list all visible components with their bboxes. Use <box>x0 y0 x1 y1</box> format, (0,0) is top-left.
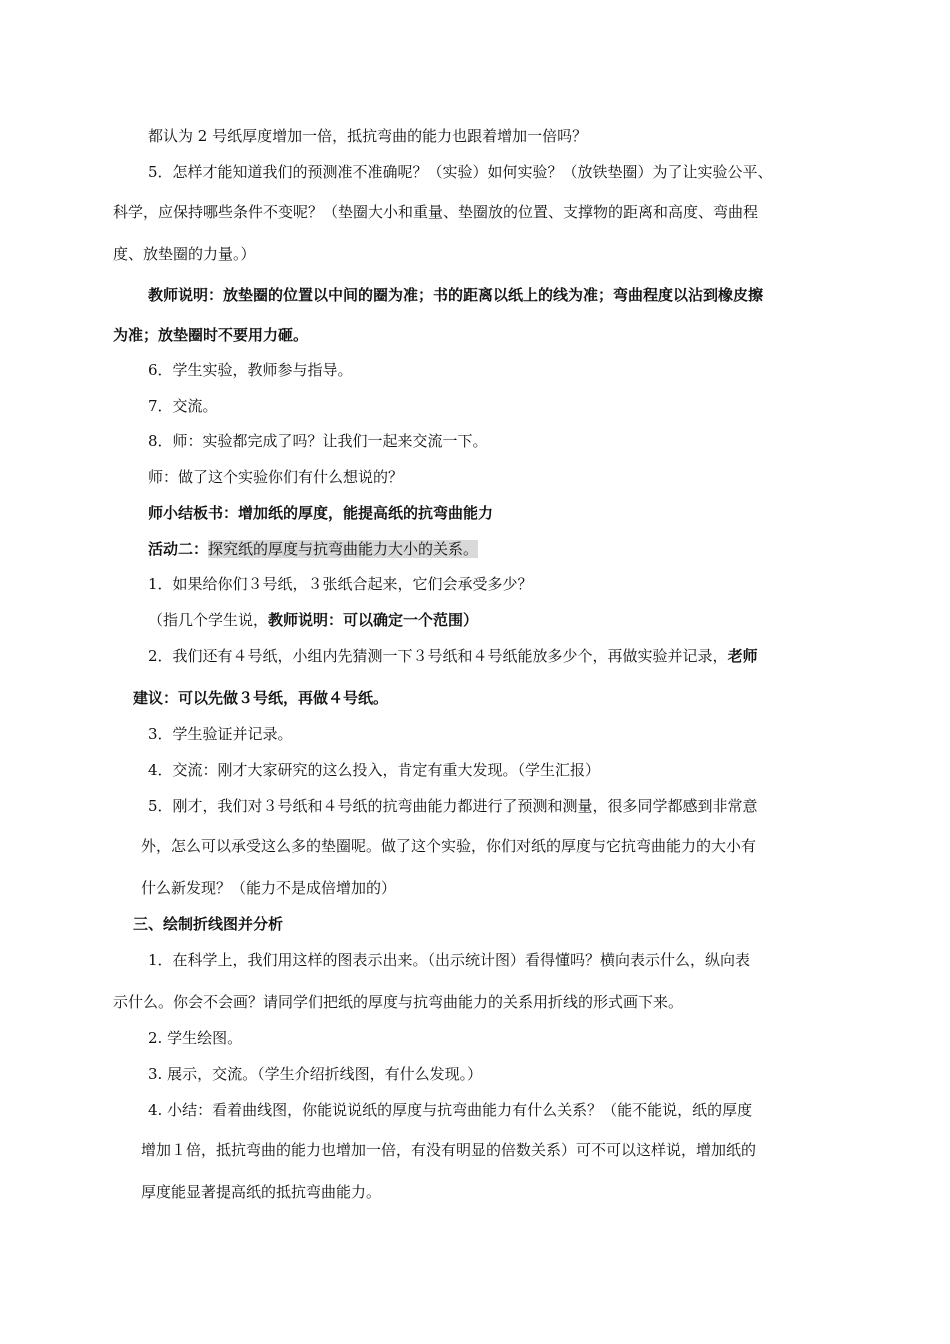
activity-label: 活动二： <box>148 540 209 558</box>
text-line: 1．在科学上，我们用这样的图表示出来。（出示统计图）看得懂吗？横向表示什么，纵向表 <box>148 951 751 969</box>
text-line: 7．交流。 <box>148 397 218 415</box>
section-heading: 三、绘制折线图并分析 <box>133 915 284 933</box>
text-line-bold: 师小结板书：增加纸的厚度，能提高纸的抗弯曲能力 <box>148 504 494 522</box>
text-line: 度、放垫圈的力量。） <box>113 245 256 263</box>
text-span: （指几个学生说， <box>148 611 269 629</box>
text-line: 2. 学生绘图。 <box>148 1029 243 1047</box>
text-line: 增加１倍，抵抗弯曲的能力也增加一倍，有没有明显的倍数关系）可不可以这样说，增加纸的 <box>141 1141 757 1159</box>
text-line-bold: 为准；放垫圈时不要用力砸。 <box>113 326 309 344</box>
text-line: 3．学生验证并记录。 <box>148 725 293 743</box>
text-line: 3. 展示，交流。（学生介绍折线图，有什么发现。） <box>148 1065 483 1083</box>
text-line: 示什么。你会不会画？请同学们把纸的厚度与抗弯曲能力的关系用折线的形式画下来。 <box>113 993 684 1011</box>
text-line: 什么新发现？（能力不是成倍增加的） <box>141 879 397 897</box>
text-line <box>148 646 758 666</box>
text-line <box>148 610 478 630</box>
text-line: 都认为 2 号纸厚度增加一倍，抵抗弯曲的能力也跟着增加一倍吗？ <box>148 127 588 145</box>
text-line: 8．师：实验都完成了吗？让我们一起来交流一下。 <box>148 432 488 450</box>
text-line: 1．如果给你们３号纸，３张纸合起来，它们会承受多少？ <box>148 575 533 593</box>
text-line: 师：做了这个实验你们有什么想说的？ <box>148 468 404 486</box>
text-line-bold: 教师说明：放垫圈的位置以中间的圈为准；书的距离以纸上的线为准；弯曲程度以沾到橡皮擦 <box>148 286 764 304</box>
bold-span: 教师说明：可以确定一个范围） <box>268 611 479 629</box>
bold-span: 老师 <box>727 647 758 665</box>
text-line-bold: 建议：可以先做３号纸，再做４号纸。 <box>133 689 389 707</box>
text-line: 6．学生实验，教师参与指导。 <box>148 361 353 379</box>
text-line: 5．怎样才能知道我们的预测准不准确呢？（实验）如何实验？（放铁垫圈）为了让实验公平、 <box>148 163 773 181</box>
text-line: 4．交流：刚才大家研究的这么投入，肯定有重大发现。（学生汇报） <box>148 761 601 779</box>
text-line: 厚度能显著提高纸的抵抗弯曲能力。 <box>141 1183 382 1201</box>
text-line: 外，怎么可以承受这么多的垫圈呢。做了这个实验，你们对纸的厚度与它抗弯曲能力的大小有 <box>141 837 757 855</box>
activity-line <box>148 539 478 559</box>
text-line: 4. 小结：看着曲线图，你能说说纸的厚度与抗弯曲能力有什么关系？（能不能说，纸的厚度 <box>148 1101 753 1119</box>
highlighted-text: 探究纸的厚度与抗弯曲能力大小的关系。 <box>208 540 479 558</box>
text-line: 科学，应保持哪些条件不变呢？（垫圈大小和重量、垫圈放的位置、支撑物的距离和高度、弯曲程 <box>113 203 759 221</box>
text-span: 2．我们还有４号纸，小组内先猜测一下３号纸和４号纸能放多少个，再做实验并记录， <box>148 647 728 665</box>
text-line: 5．刚才，我们对３号纸和４号纸的抗弯曲能力都进行了预测和测量，很多同学都感到非常意 <box>148 797 758 815</box>
